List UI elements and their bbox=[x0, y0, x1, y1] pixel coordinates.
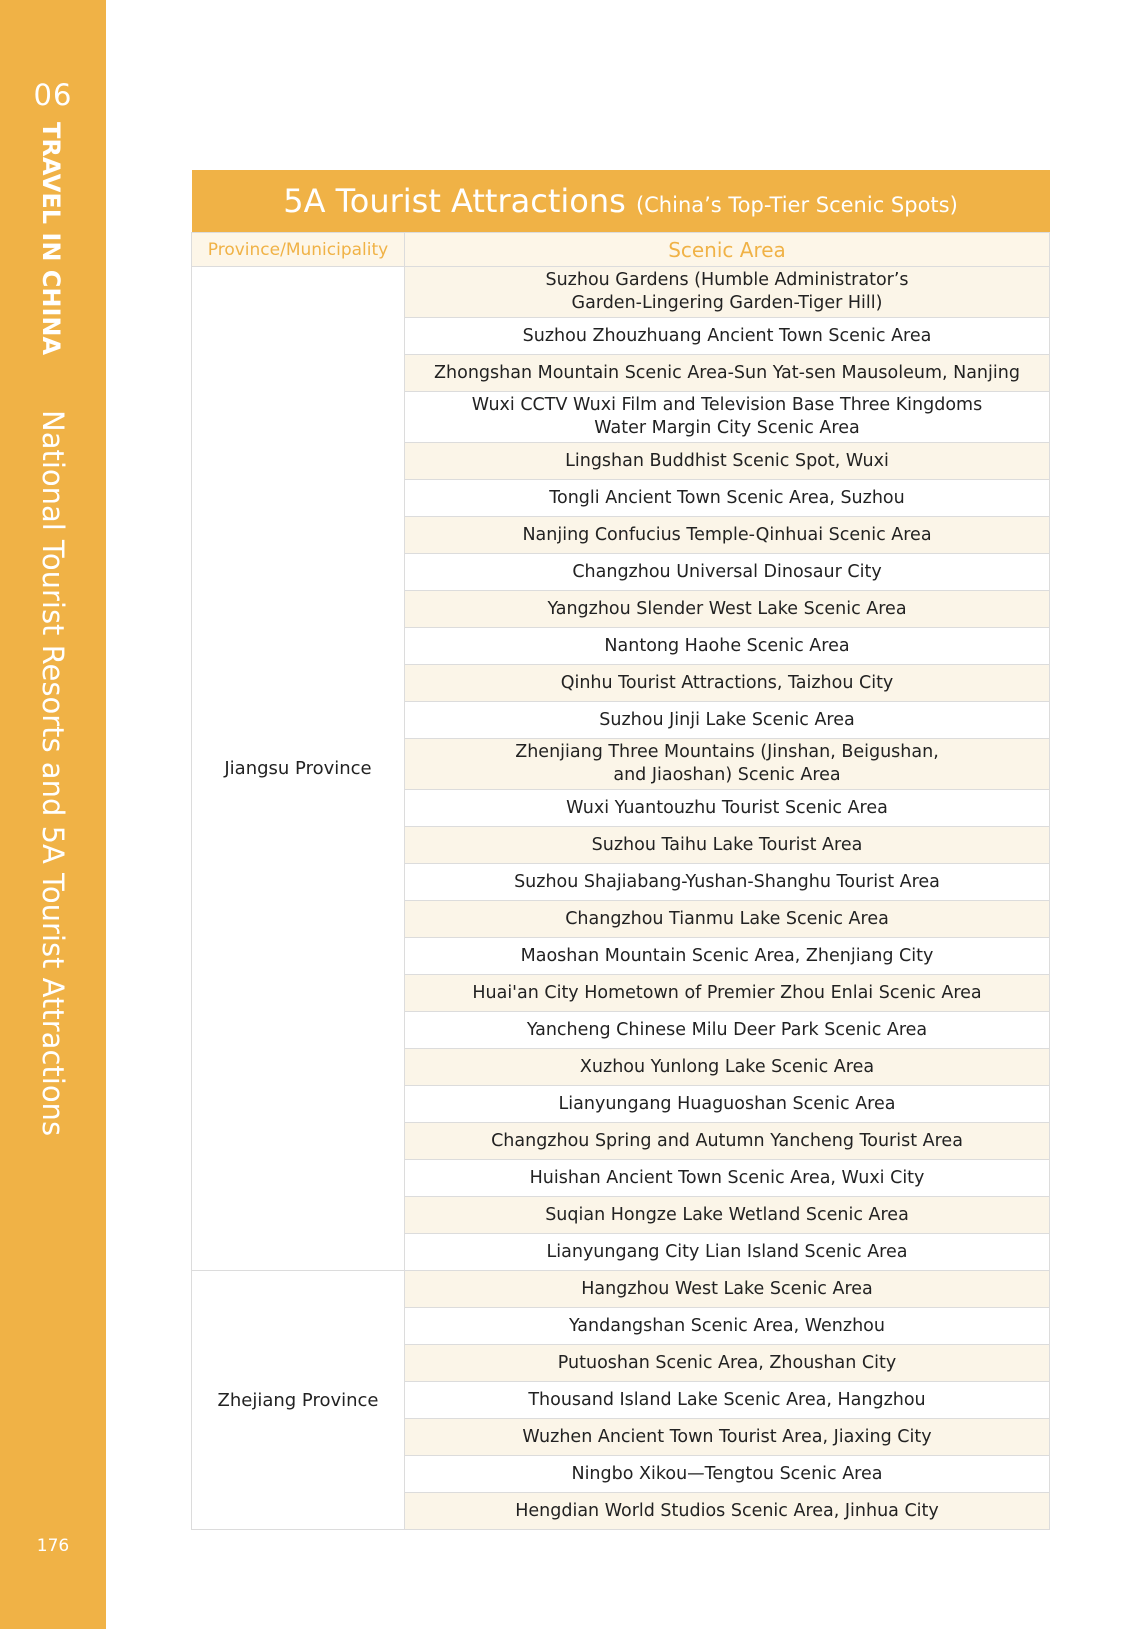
scenic-area-cell bbox=[405, 628, 1050, 665]
province-cell: Zhejiang Province bbox=[192, 1271, 405, 1530]
scenic-area-line: Huishan Ancient Town Scenic Area, Wuxi City bbox=[529, 1167, 925, 1188]
column-header-scenic-area: Scenic Area bbox=[405, 233, 1050, 267]
scenic-area-cell bbox=[405, 901, 1050, 938]
scenic-area-cell bbox=[405, 1419, 1050, 1456]
scenic-area-line: Lianyungang City Lian Island Scenic Area bbox=[546, 1241, 908, 1262]
scenic-area-cell bbox=[405, 739, 1050, 790]
scenic-area-line: Changzhou Spring and Autumn Yancheng Tourist Area bbox=[491, 1130, 963, 1151]
scenic-area-line: Garden-Lingering Garden-Tiger Hill) bbox=[571, 293, 883, 313]
scenic-area-line: Suqian Hongze Lake Wetland Scenic Area bbox=[545, 1204, 909, 1225]
scenic-area-line: Suzhou Zhouzhuang Ancient Town Scenic Area bbox=[522, 325, 932, 346]
scenic-area-line: Water Margin City Scenic Area bbox=[594, 418, 860, 438]
scenic-area-line: Zhenjiang Three Mountains (Jinshan, Beigushan, bbox=[515, 742, 939, 762]
scenic-area-line: Suzhou Taihu Lake Tourist Area bbox=[591, 834, 863, 855]
scenic-area-line: Nantong Haohe Scenic Area bbox=[604, 635, 850, 656]
scenic-area-line: Hengdian World Studios Scenic Area, Jinhua City bbox=[515, 1500, 939, 1521]
scenic-area-cell bbox=[405, 938, 1050, 975]
scenic-area-cell bbox=[405, 1456, 1050, 1493]
scenic-area-line: Qinhu Tourist Attractions, Taizhou City bbox=[560, 672, 894, 693]
scenic-area-cell bbox=[405, 1382, 1050, 1419]
scenic-area-line: and Jiaoshan) Scenic Area bbox=[613, 765, 841, 785]
scenic-area-line: Xuzhou Yunlong Lake Scenic Area bbox=[579, 1056, 875, 1077]
scenic-area-line: Yandangshan Scenic Area, Wenzhou bbox=[569, 1315, 885, 1336]
table-body bbox=[192, 267, 1050, 1530]
scenic-area-line: Thousand Island Lake Scenic Area, Hangzhou bbox=[528, 1389, 926, 1410]
scenic-area-line: Suzhou Gardens (Humble Administrator’s bbox=[545, 270, 909, 290]
scenic-area-cell bbox=[405, 1345, 1050, 1382]
table-title-main: 5A Tourist Attractions bbox=[283, 182, 626, 220]
scenic-area-line: Suzhou Jinji Lake Scenic Area bbox=[599, 709, 855, 730]
page-number: 176 bbox=[36, 1536, 70, 1556]
scenic-area-cell bbox=[405, 392, 1050, 443]
scenic-area-line: Hangzhou West Lake Scenic Area bbox=[581, 1278, 873, 1299]
chapter-sidebar bbox=[0, 0, 106, 1629]
scenic-area-cell bbox=[405, 554, 1050, 591]
scenic-area-line: Wuxi CCTV Wuxi Film and Television Base Three Kingdoms bbox=[471, 395, 983, 415]
scenic-area-cell bbox=[405, 1049, 1050, 1086]
chapter-number: 06 bbox=[33, 78, 73, 112]
scenic-area-line: Changzhou Tianmu Lake Scenic Area bbox=[565, 908, 889, 929]
scenic-area-line: Zhongshan Mountain Scenic Area-Sun Yat-sen Mausoleum, Nanjing bbox=[434, 362, 1020, 383]
scenic-area-cell bbox=[405, 1086, 1050, 1123]
scenic-area-cell bbox=[405, 665, 1050, 702]
scenic-area-cell bbox=[405, 864, 1050, 901]
scenic-area-cell bbox=[405, 443, 1050, 480]
scenic-area-cell bbox=[405, 1234, 1050, 1271]
scenic-area-line: Yangzhou Slender West Lake Scenic Area bbox=[547, 598, 907, 619]
scenic-area-line: Lianyungang Huaguoshan Scenic Area bbox=[558, 1093, 896, 1114]
scenic-area-cell bbox=[405, 1308, 1050, 1345]
scenic-area-cell bbox=[405, 975, 1050, 1012]
scenic-area-line: Putuoshan Scenic Area, Zhoushan City bbox=[557, 1352, 897, 1373]
table-row bbox=[192, 267, 1050, 318]
scenic-area-cell bbox=[405, 517, 1050, 554]
scenic-area-line: Ningbo Xikou—Tengtou Scenic Area bbox=[571, 1463, 883, 1484]
chapter-title: TRAVEL IN CHINA bbox=[37, 122, 65, 356]
scenic-area-cell bbox=[405, 1123, 1050, 1160]
scenic-area-line: Lingshan Buddhist Scenic Spot, Wuxi bbox=[565, 450, 889, 471]
scenic-area-line: Yancheng Chinese Milu Deer Park Scenic Area bbox=[526, 1019, 928, 1040]
scenic-area-cell bbox=[405, 790, 1050, 827]
scenic-area-cell bbox=[405, 318, 1050, 355]
scenic-area-cell bbox=[405, 1012, 1050, 1049]
scenic-area-cell bbox=[405, 1493, 1050, 1530]
scenic-area-cell bbox=[405, 355, 1050, 392]
scenic-area-cell bbox=[405, 591, 1050, 628]
scenic-area-line: Changzhou Universal Dinosaur City bbox=[572, 561, 882, 582]
attractions-table bbox=[191, 170, 1050, 1530]
scenic-area-line: Huai'an City Hometown of Premier Zhou Enlai Scenic Area bbox=[472, 982, 982, 1003]
scenic-area-cell bbox=[405, 1160, 1050, 1197]
scenic-area-line: Wuzhen Ancient Town Tourist Area, Jiaxing City bbox=[522, 1426, 932, 1447]
table-row bbox=[192, 1271, 1050, 1308]
province-cell: Jiangsu Province bbox=[192, 267, 405, 1271]
scenic-area-cell bbox=[405, 267, 1050, 318]
section-title: National Tourist Resorts and 5A Tourist Attractions bbox=[36, 410, 70, 1137]
scenic-area-line: Wuxi Yuantouzhu Tourist Scenic Area bbox=[566, 797, 888, 818]
scenic-area-line: Tongli Ancient Town Scenic Area, Suzhou bbox=[549, 487, 905, 508]
table-title bbox=[192, 170, 1050, 233]
scenic-area-cell bbox=[405, 1271, 1050, 1308]
scenic-area-cell bbox=[405, 480, 1050, 517]
table-subtitle: (China’s Top-Tier Scenic Spots) bbox=[635, 193, 958, 217]
scenic-area-line: Suzhou Shajiabang-Yushan-Shanghu Tourist Area bbox=[514, 871, 940, 892]
scenic-area-line: Maoshan Mountain Scenic Area, Zhenjiang City bbox=[520, 945, 934, 966]
scenic-area-line: Nanjing Confucius Temple-Qinhuai Scenic Area bbox=[522, 524, 932, 545]
column-header-province: Province/Municipality bbox=[192, 233, 405, 267]
scenic-area-cell bbox=[405, 702, 1050, 739]
scenic-area-cell bbox=[405, 1197, 1050, 1234]
scenic-area-cell bbox=[405, 827, 1050, 864]
